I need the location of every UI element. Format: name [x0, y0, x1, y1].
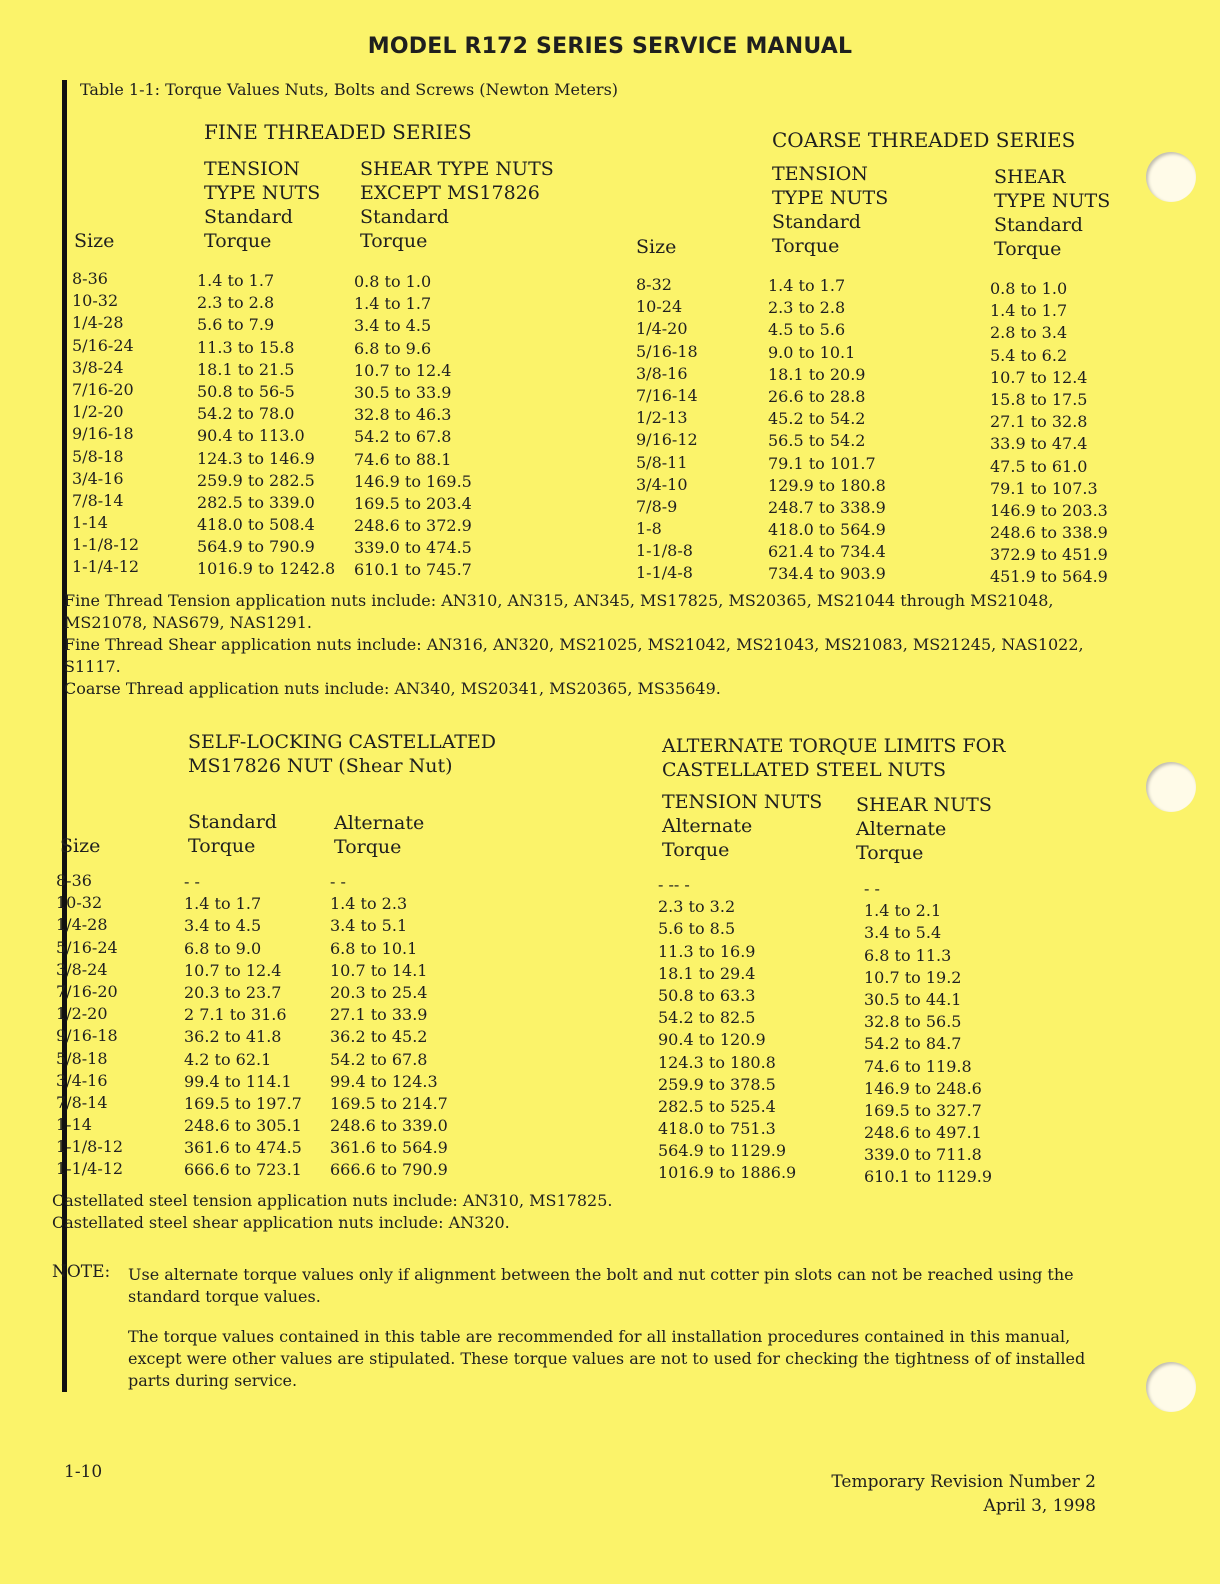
- table-cell: 11.3 to 15.8: [197, 337, 295, 357]
- table-cell: 10-32: [72, 291, 119, 311]
- table-cell: 1-1/4-8: [636, 563, 693, 583]
- table-cell: 248.7 to 338.9: [768, 497, 886, 517]
- table-cell: 1-1/8-8: [636, 541, 693, 561]
- table-cell: 50.8 to 56-5: [197, 381, 295, 401]
- fine-shear-column: [354, 271, 472, 582]
- table-cell: 564.9 to 1129.9: [658, 1141, 787, 1161]
- castellated-size-header: Size: [60, 835, 101, 857]
- table-cell: 15.8 to 17.5: [990, 389, 1088, 409]
- table-cell: 9.0 to 10.1: [768, 342, 856, 362]
- table-cell: 282.5 to 339.0: [197, 492, 315, 512]
- header-line: TYPE NUTS: [204, 182, 321, 204]
- table-cell: 2.3 to 3.2: [658, 897, 736, 917]
- table-cell: 30.5 to 33.9: [354, 382, 452, 402]
- note-line: Use alternate torque values only if alignment between the bolt and nut cotter pin slots can not be reached using the: [128, 1265, 1074, 1284]
- table-cell: 18.1 to 20.9: [768, 364, 866, 384]
- table-cell: 666.6 to 723.1: [184, 1160, 302, 1180]
- table-cell: 3/8-24: [56, 959, 108, 979]
- table-cell: 9/16-12: [636, 430, 698, 450]
- table-cell: 33.9 to 47.4: [990, 434, 1088, 454]
- table-cell: 7/8-9: [636, 496, 678, 516]
- coarse-series-title: COARSE THREADED SERIES: [772, 128, 1076, 152]
- table-cell: 418.0 to 564.9: [768, 520, 886, 540]
- table-cell: 1/4-28: [56, 915, 108, 935]
- table-cell: 248.6 to 305.1: [184, 1116, 302, 1136]
- table-cell: - -: [330, 872, 346, 891]
- table-cell: 10.7 to 12.4: [354, 360, 452, 380]
- table-cell: 50.8 to 63.3: [658, 985, 756, 1005]
- table-cell: 129.9 to 180.8: [768, 475, 886, 495]
- revision-date: April 3, 1998: [983, 1496, 1096, 1516]
- header-line: SHEAR TYPE NUTS: [360, 158, 554, 180]
- table-cell: 146.9 to 169.5: [354, 471, 472, 491]
- table-cell: 610.1 to 1129.9: [864, 1167, 993, 1187]
- table-cell: 259.9 to 282.5: [197, 470, 315, 490]
- note-line: except were other values are stipulated. These torque values are not to used for checking the tightness of of installed: [128, 1349, 1086, 1368]
- table-cell: 3.4 to 4.5: [354, 316, 432, 336]
- coarse-size-header: Size: [636, 236, 677, 258]
- table-cell: 169.5 to 214.7: [330, 1093, 448, 1113]
- header-line: Torque: [188, 835, 256, 857]
- table-cell: 7/16-20: [72, 379, 134, 399]
- table-cell: 3/4-10: [636, 474, 688, 494]
- table-cell: 10.7 to 14.1: [330, 960, 428, 980]
- table-cell: 54.2 to 82.5: [658, 1008, 756, 1028]
- table-cell: 45.2 to 54.2: [768, 409, 866, 429]
- table-cell: 734.4 to 903.9: [768, 564, 886, 584]
- table-cell: 4.2 to 62.1: [184, 1049, 272, 1069]
- table-cell: 2.3 to 2.8: [768, 298, 846, 318]
- header-line: ALTERNATE TORQUE LIMITS FOR: [662, 735, 1006, 757]
- alternate-tension-header: [662, 790, 822, 862]
- coarse-tension-header: [772, 162, 888, 258]
- table-cell: 564.9 to 790.9: [197, 537, 315, 557]
- table-cell: 3.4 to 5.1: [330, 916, 408, 936]
- binder-hole: [1146, 762, 1196, 812]
- table-cell: 339.0 to 474.5: [354, 538, 472, 558]
- alternate-limits-title: [662, 734, 1005, 782]
- table-cell: 9/16-18: [72, 424, 134, 444]
- table-cell: 74.6 to 119.8: [864, 1056, 972, 1076]
- table-cell: 54.2 to 67.8: [354, 427, 452, 447]
- table-cell: 3/4-16: [72, 468, 124, 488]
- header-line: TENSION: [204, 158, 300, 180]
- table-cell: 36.2 to 45.2: [330, 1027, 428, 1047]
- table-cell: 621.4 to 734.4: [768, 542, 886, 562]
- table-cell: 248.6 to 372.9: [354, 516, 472, 536]
- binder-hole: [1146, 1362, 1196, 1412]
- table-cell: 1.4 to 1.7: [768, 276, 846, 295]
- table-cell: - -: [184, 872, 200, 891]
- table-cell: 361.6 to 564.9: [330, 1138, 448, 1158]
- table-cell: 7/8-14: [72, 490, 124, 510]
- table-cell: 124.3 to 146.9: [197, 448, 315, 468]
- note-line: Castellated steel shear application nuts include: AN320.: [52, 1213, 510, 1232]
- table-cell: 1/4-20: [636, 319, 688, 339]
- note-line: Fine Thread Shear application nuts include: AN316, AN320, MS21025, MS21042, MS21043, MS21083, MS21245, NAS1022,: [64, 635, 1084, 654]
- table-cell: 7/8-14: [56, 1092, 108, 1112]
- castellated-size-column: [56, 870, 123, 1181]
- header-line: EXCEPT MS17826: [360, 182, 540, 204]
- header-line: Standard: [360, 206, 449, 228]
- binder-hole: [1146, 152, 1196, 202]
- table-cell: 90.4 to 120.9: [658, 1030, 766, 1050]
- table-cell: 1-1/4-12: [56, 1159, 124, 1179]
- table-cell: 451.9 to 564.9: [990, 567, 1108, 587]
- table-cell: 47.5 to 61.0: [990, 456, 1088, 476]
- table-cell: 248.6 to 339.0: [330, 1116, 448, 1136]
- fine-tension-column: [197, 270, 335, 581]
- alternate-tension-column: [658, 874, 796, 1185]
- table-cell: 146.9 to 248.6: [864, 1078, 982, 1098]
- castellated-notes: [52, 1190, 612, 1234]
- header-line: TENSION NUTS: [662, 791, 823, 813]
- table-cell: 20.3 to 25.4: [330, 982, 428, 1002]
- table-cell: 5/8-18: [72, 446, 124, 466]
- table-cell: 3/4-16: [56, 1070, 108, 1090]
- table-cell: 56.5 to 54.2: [768, 431, 866, 451]
- header-line: MS17826 NUT (Shear Nut): [188, 755, 453, 777]
- note-line: MS21078, NAS679, NAS1291.: [64, 613, 312, 632]
- table-cell: 610.1 to 745.7: [354, 560, 472, 580]
- table-cell: 1.4 to 2.3: [330, 894, 408, 914]
- castellated-alternate-header: [334, 811, 424, 859]
- table-cell: 32.8 to 46.3: [354, 405, 452, 425]
- table-cell: 36.2 to 41.8: [184, 1027, 282, 1047]
- table-cell: 2 7.1 to 31.6: [184, 1005, 287, 1025]
- table-cell: 10.7 to 12.4: [184, 960, 282, 980]
- revision-label: Temporary Revision Number 2: [831, 1472, 1096, 1492]
- table-cell: 5/16-24: [56, 937, 118, 957]
- table-cell: 1-1/8-12: [56, 1137, 124, 1157]
- table-cell: 418.0 to 751.3: [658, 1119, 776, 1139]
- alternate-shear-header: [856, 793, 992, 865]
- fine-series-title: FINE THREADED SERIES: [204, 120, 472, 144]
- table-cell: 2.8 to 3.4: [990, 323, 1068, 343]
- table-cell: 6.8 to 9.0: [184, 938, 262, 958]
- table-cell: 1/4-28: [72, 313, 124, 333]
- table-cell: 5.6 to 8.5: [658, 919, 736, 939]
- table-cell: 54.2 to 78.0: [197, 404, 295, 424]
- note-line: Coarse Thread application nuts include: AN340, MS20341, MS20365, MS35649.: [64, 679, 721, 698]
- header-line: Standard: [204, 206, 293, 228]
- header-line: CASTELLATED STEEL NUTS: [662, 759, 946, 781]
- table-cell: 2.3 to 2.8: [197, 293, 275, 313]
- table-cell: 26.6 to 28.8: [768, 386, 866, 406]
- header-line: Alternate: [856, 818, 947, 840]
- table-cell: 1-14: [56, 1115, 92, 1135]
- table-cell: 7/16-14: [636, 385, 698, 405]
- table-cell: 1/2-20: [72, 402, 124, 422]
- coarse-shear-column: [990, 278, 1108, 589]
- table-cell: 418.0 to 508.4: [197, 515, 315, 535]
- table-cell: 54.2 to 67.8: [330, 1049, 428, 1069]
- fine-size-header: Size: [74, 230, 115, 252]
- table-cell: 5.6 to 7.9: [197, 315, 275, 335]
- note-line: Castellated steel tension application nuts include: AN310, MS17825.: [52, 1191, 613, 1210]
- fine-size-column: [72, 268, 139, 579]
- coarse-shear-header: [994, 165, 1110, 261]
- header-line: Torque: [994, 238, 1062, 260]
- table-cell: 1-1/8-12: [72, 535, 140, 555]
- table-cell: 11.3 to 16.9: [658, 941, 756, 961]
- table-cell: 10-32: [56, 893, 103, 913]
- table-cell: 1/2-20: [56, 1004, 108, 1024]
- table-cell: 248.6 to 338.9: [990, 523, 1108, 543]
- table-cell: 124.3 to 180.8: [658, 1052, 776, 1072]
- table-cell: 1.4 to 1.7: [354, 294, 432, 314]
- header-line: Standard: [772, 211, 861, 233]
- table-cell: 18.1 to 21.5: [197, 359, 295, 379]
- header-line: TENSION: [772, 163, 868, 185]
- table-cell: 1016.9 to 1242.8: [197, 559, 336, 579]
- table-cell: 6.8 to 9.6: [354, 338, 432, 358]
- table-cell: 10-24: [636, 297, 683, 317]
- table-cell: 7/16-20: [56, 981, 118, 1001]
- table-cell: 248.6 to 497.1: [864, 1123, 982, 1143]
- table-cell: 4.5 to 5.6: [768, 320, 846, 340]
- alternate-shear-column: [864, 878, 992, 1189]
- table-cell: 169.5 to 203.4: [354, 493, 472, 513]
- table-cell: 5/8-18: [56, 1048, 108, 1068]
- header-line: Alternate: [662, 815, 753, 837]
- table-cell: 666.6 to 790.9: [330, 1160, 448, 1180]
- table-cell: 0.8 to 1.0: [354, 272, 432, 291]
- table-cell: 1.4 to 2.1: [864, 901, 942, 921]
- table-cell: 79.1 to 107.3: [990, 478, 1098, 498]
- table-cell: 5/8-11: [636, 452, 688, 472]
- table-cell: 1/2-13: [636, 408, 688, 428]
- header-line: Torque: [856, 842, 924, 864]
- header-line: Torque: [662, 839, 730, 861]
- note-line: standard torque values.: [128, 1287, 321, 1306]
- table-cell: 8-32: [636, 275, 672, 294]
- castellated-alternate-column: [330, 871, 448, 1182]
- note-line: parts during service.: [128, 1371, 298, 1390]
- table-cell: 99.4 to 124.3: [330, 1071, 438, 1091]
- table-cell: - -- -: [658, 875, 690, 894]
- header-line: Torque: [772, 235, 840, 257]
- table-cell: 3/8-16: [636, 363, 688, 383]
- castellated-standard-header: [188, 810, 277, 858]
- coarse-size-column: [636, 274, 698, 585]
- castellated-standard-column: [184, 871, 302, 1182]
- table-cell: 20.3 to 23.7: [184, 982, 282, 1002]
- table-cell: 3.4 to 4.5: [184, 916, 262, 936]
- table-cell: 9/16-18: [56, 1026, 118, 1046]
- table-cell: 79.1 to 101.7: [768, 453, 876, 473]
- table-cell: 339.0 to 711.8: [864, 1145, 982, 1165]
- page-title: MODEL R172 SERIES SERVICE MANUAL: [367, 34, 853, 59]
- table-cell: 146.9 to 203.3: [990, 500, 1108, 520]
- application-notes: [64, 590, 1144, 700]
- table-cell: 259.9 to 378.5: [658, 1074, 776, 1094]
- header-line: TYPE NUTS: [994, 190, 1111, 212]
- table-cell: 3.4 to 5.4: [864, 923, 942, 943]
- table-cell: 18.1 to 29.4: [658, 963, 756, 983]
- fine-tension-header: [204, 157, 320, 253]
- table-cell: 361.6 to 474.5: [184, 1138, 302, 1158]
- page-number: 1-10: [64, 1462, 103, 1482]
- table-cell: 8-36: [56, 871, 92, 890]
- table-cell: 54.2 to 84.7: [864, 1034, 962, 1054]
- header-line: SELF-LOCKING CASTELLATED: [188, 731, 497, 753]
- table-cell: 1-14: [72, 513, 108, 533]
- header-line: Standard: [188, 811, 277, 833]
- table-cell: 1.4 to 1.7: [197, 271, 275, 290]
- header-line: Standard: [994, 214, 1083, 236]
- header-line: Torque: [204, 230, 272, 252]
- fine-shear-header: [360, 157, 554, 253]
- table-cell: 1016.9 to 1886.9: [658, 1163, 797, 1183]
- table-cell: 1-1/4-12: [72, 557, 140, 577]
- note-text: [128, 1264, 1074, 1308]
- table-cell: - -: [864, 879, 880, 898]
- table-cell: 10.7 to 12.4: [990, 367, 1088, 387]
- table-cell: 8-36: [72, 269, 108, 288]
- table-cell: 282.5 to 525.4: [658, 1096, 776, 1116]
- table-cell: 6.8 to 11.3: [864, 945, 952, 965]
- note-line: S1117.: [64, 657, 121, 676]
- header-line: Torque: [360, 230, 428, 252]
- table-cell: 1-8: [636, 519, 662, 539]
- table-cell: 30.5 to 44.1: [864, 989, 962, 1009]
- header-line: Alternate: [334, 812, 425, 834]
- table-cell: 0.8 to 1.0: [990, 279, 1068, 298]
- note-paragraph: [128, 1326, 1085, 1392]
- header-line: SHEAR NUTS: [856, 794, 992, 816]
- table-cell: 169.5 to 327.7: [864, 1100, 982, 1120]
- table-cell: 90.4 to 113.0: [197, 426, 305, 446]
- table-cell: 1.4 to 1.7: [184, 894, 262, 914]
- table-cell: 372.9 to 451.9: [990, 545, 1108, 565]
- header-line: Torque: [334, 836, 402, 858]
- note-label: NOTE:: [52, 1262, 111, 1282]
- table-cell: 5.4 to 6.2: [990, 345, 1068, 365]
- table-cell: 1.4 to 1.7: [990, 301, 1068, 321]
- table-cell: 99.4 to 114.1: [184, 1071, 292, 1091]
- header-line: SHEAR: [994, 166, 1066, 188]
- castellated-title: [188, 730, 496, 778]
- note-line: The torque values contained in this table are recommended for all installation procedures contained in this manual,: [128, 1327, 1071, 1346]
- coarse-tension-column: [768, 275, 886, 586]
- table-cell: 32.8 to 56.5: [864, 1012, 962, 1032]
- table-cell: 74.6 to 88.1: [354, 449, 452, 469]
- table-cell: 5/16-24: [72, 335, 134, 355]
- table-cell: 169.5 to 197.7: [184, 1093, 302, 1113]
- table-cell: 3/8-24: [72, 357, 124, 377]
- header-line: TYPE NUTS: [772, 187, 889, 209]
- table-caption: Table 1-1: Torque Values Nuts, Bolts and Screws (Newton Meters): [80, 80, 619, 99]
- table-cell: 27.1 to 33.9: [330, 1005, 428, 1025]
- table-cell: 27.1 to 32.8: [990, 412, 1088, 432]
- table-cell: 6.8 to 10.1: [330, 938, 418, 958]
- table-cell: 5/16-18: [636, 341, 698, 361]
- table-cell: 10.7 to 19.2: [864, 967, 962, 987]
- note-line: Fine Thread Tension application nuts include: AN310, AN315, AN345, MS17825, MS20365, MS21044 through MS21048,: [64, 591, 1054, 610]
